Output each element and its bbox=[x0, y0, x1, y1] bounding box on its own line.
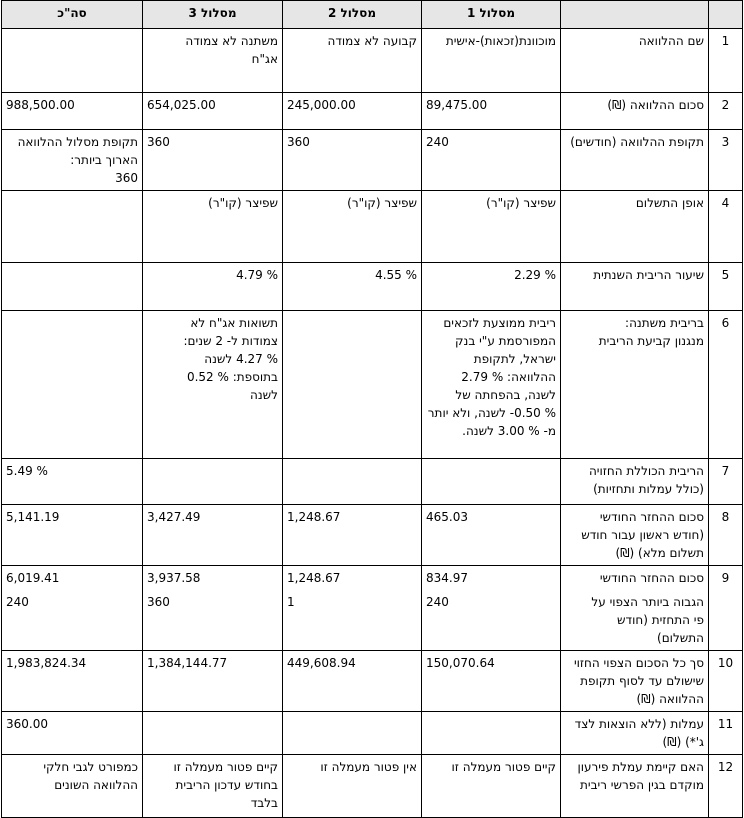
row-label bbox=[561, 459, 709, 505]
total-cell bbox=[2, 130, 143, 191]
cell-text-line: משתנה לא צמודה bbox=[185, 34, 278, 48]
header-row-number bbox=[709, 1, 743, 29]
track-1-cell bbox=[422, 311, 561, 459]
track-2-cell bbox=[283, 311, 422, 459]
table-row bbox=[2, 651, 743, 712]
track-2-cell bbox=[283, 93, 422, 130]
track-3-cell bbox=[143, 712, 283, 755]
row-number: 11 bbox=[709, 712, 743, 755]
cell-text-line: עמלות (ללא הוצאות לצד bbox=[574, 717, 704, 731]
cell-text-line: בריבית משתנה: bbox=[625, 316, 704, 330]
cell-text-line: אין פטור מעמלה זו bbox=[320, 760, 417, 774]
cell-text-line: 3,937.58 bbox=[147, 571, 201, 585]
cell-text-line: 360 bbox=[147, 135, 170, 149]
cell-text-line: 240 bbox=[6, 595, 29, 609]
total-cell bbox=[2, 755, 143, 818]
cell-text-line: ישראל, לתקופת bbox=[473, 352, 556, 366]
cell-text-line: (חודש ראשון עבור חודש bbox=[581, 528, 704, 542]
row-number: 1 bbox=[709, 29, 743, 93]
cell-text-line: 240 bbox=[426, 595, 449, 609]
cell-text-line: % 4.27 לשנה bbox=[204, 352, 278, 366]
cell-text-line: סכום ההחזר החודשי bbox=[599, 571, 704, 585]
track-2-cell bbox=[283, 263, 422, 311]
track-1-cell bbox=[422, 505, 561, 566]
row-label bbox=[561, 311, 709, 459]
cell-text-line: תשלום מלא) (₪) bbox=[615, 546, 704, 560]
cell-text-line: הגבוה ביותר הצפוי על bbox=[591, 595, 704, 609]
cell-text-line: 5,141.19 bbox=[6, 510, 60, 524]
row-number: 4 bbox=[709, 191, 743, 263]
cell-text-line: מוכוונת(זכאות)-אישית bbox=[445, 34, 556, 48]
track-3-cell bbox=[143, 93, 283, 130]
row-label bbox=[561, 93, 709, 130]
table-row bbox=[2, 311, 743, 459]
row-label bbox=[561, 191, 709, 263]
cell-text-line: שישולם עד לסוף תקופת bbox=[580, 674, 704, 688]
track-3-cell bbox=[143, 651, 283, 712]
table-row bbox=[2, 130, 743, 191]
total-cell bbox=[2, 712, 143, 755]
row-label bbox=[561, 755, 709, 818]
table-row bbox=[2, 459, 743, 505]
cell-text-line: מנגנון קביעת הריבית bbox=[598, 334, 704, 348]
cell-text-line: אופן התשלום bbox=[635, 196, 704, 210]
header-track-3: מסלול 3 bbox=[143, 1, 283, 29]
cell-text-line: 360 bbox=[147, 595, 170, 609]
track-2-cell bbox=[283, 130, 422, 191]
row-number: 2 bbox=[709, 93, 743, 130]
cell-text-line: ריבית ממוצעת לזכאים bbox=[443, 316, 556, 330]
cell-text-line: שפיצר (קו"ר) bbox=[208, 196, 278, 210]
cell-text-line: כמפורט לגבי חלקי bbox=[43, 760, 138, 774]
cell-text-line: תשואות אג"ח לא bbox=[190, 316, 278, 330]
table-row bbox=[2, 566, 743, 651]
cell-text-line: התשלום) bbox=[657, 631, 704, 645]
row-label bbox=[561, 29, 709, 93]
cell-text-line: ג'*) (₪) bbox=[662, 735, 704, 749]
cell-text-line: 465.03 bbox=[426, 510, 468, 524]
cell-text-line: המפורסמת ע"י בנק bbox=[455, 334, 556, 348]
cell-text-line: בתוספת: % 0.52 bbox=[186, 370, 278, 384]
cell-text-line: 360.00 bbox=[6, 717, 48, 731]
total-cell bbox=[2, 566, 143, 651]
track-1-cell bbox=[422, 755, 561, 818]
loan-tracks-table bbox=[1, 0, 743, 818]
row-label bbox=[561, 651, 709, 712]
track-3-cell bbox=[143, 29, 283, 93]
track-1-cell bbox=[422, 651, 561, 712]
cell-text-line: לשנה bbox=[250, 388, 278, 402]
row-number: 9 bbox=[709, 566, 743, 651]
track-1-cell bbox=[422, 566, 561, 651]
cell-text-line: % 0.50- לשנה, ולא יותר bbox=[427, 406, 556, 420]
cell-text-line: 245,000.00 bbox=[287, 98, 356, 112]
cell-text-line: קבועה לא צמודה bbox=[327, 34, 417, 48]
table-row bbox=[2, 755, 743, 818]
cell-text-line: ההלוואה (₪) bbox=[636, 692, 704, 706]
header-track-1: מסלול 1 bbox=[422, 1, 561, 29]
cell-text-line: בחודש עדכון הריבית bbox=[175, 778, 278, 792]
cell-text-line: שפיצר (קו"ר) bbox=[486, 196, 556, 210]
track-3-cell bbox=[143, 130, 283, 191]
cell-text-line: 3,427.49 bbox=[147, 510, 201, 524]
cell-text-line: 6,019.41 bbox=[6, 571, 60, 585]
track-3-cell bbox=[143, 505, 283, 566]
table-header-row bbox=[2, 1, 743, 29]
table-row bbox=[2, 93, 743, 130]
cell-text-line: % 2.29 bbox=[514, 268, 556, 282]
total-cell bbox=[2, 191, 143, 263]
track-2-cell bbox=[283, 29, 422, 93]
total-cell bbox=[2, 505, 143, 566]
cell-text-line: 240 bbox=[426, 135, 449, 149]
track-3-cell bbox=[143, 566, 283, 651]
cell-text-line: סכום ההלוואה (₪) bbox=[607, 98, 704, 112]
cell-text-line: תקופת מסלול ההלוואה bbox=[17, 135, 138, 149]
track-3-cell bbox=[143, 263, 283, 311]
cell-text-line: (כולל עמלות ותחזיות) bbox=[593, 482, 704, 496]
cell-text-line: בלבד bbox=[250, 796, 278, 810]
row-label bbox=[561, 505, 709, 566]
cell-text-line: 89,475.00 bbox=[426, 98, 488, 112]
cell-text-line: הריבית הכוללת החזויה bbox=[588, 464, 704, 478]
total-cell bbox=[2, 93, 143, 130]
cell-text-line: % 4.55 bbox=[375, 268, 417, 282]
track-1-cell bbox=[422, 93, 561, 130]
cell-text-line: קיים פטור מעמלה זו bbox=[451, 760, 556, 774]
row-label bbox=[561, 712, 709, 755]
track-2-cell bbox=[283, 651, 422, 712]
track-2-cell bbox=[283, 459, 422, 505]
row-number: 10 bbox=[709, 651, 743, 712]
cell-text-line: 654,025.00 bbox=[147, 98, 216, 112]
track-2-cell bbox=[283, 566, 422, 651]
track-1-cell bbox=[422, 263, 561, 311]
track-1-cell bbox=[422, 130, 561, 191]
cell-text-line: קיים פטור מעמלה זו bbox=[173, 760, 278, 774]
cell-text-line: שם ההלוואה bbox=[638, 34, 704, 48]
cell-text-line: ההלוואה השונים bbox=[54, 778, 138, 792]
track-3-cell bbox=[143, 311, 283, 459]
cell-text-line: האם קיימת עמלת פירעון bbox=[577, 760, 704, 774]
track-1-cell bbox=[422, 712, 561, 755]
cell-text-line: 1 bbox=[287, 595, 295, 609]
row-label bbox=[561, 263, 709, 311]
header-total: סה"כ bbox=[2, 1, 143, 29]
table-row bbox=[2, 712, 743, 755]
cell-text-line: 988,500.00 bbox=[6, 98, 75, 112]
cell-text-line: 1,248.67 bbox=[287, 571, 341, 585]
track-1-cell bbox=[422, 29, 561, 93]
cell-text-line: סך כל הסכום הצפוי החזוי bbox=[573, 656, 704, 670]
row-number: 8 bbox=[709, 505, 743, 566]
track-1-cell bbox=[422, 459, 561, 505]
row-number: 5 bbox=[709, 263, 743, 311]
cell-text-line: 360 bbox=[287, 135, 310, 149]
cell-text-line: פי התחזית (חודש bbox=[617, 613, 704, 627]
track-2-cell bbox=[283, 712, 422, 755]
track-2-cell bbox=[283, 505, 422, 566]
row-number: 3 bbox=[709, 130, 743, 191]
cell-text-line: 360 bbox=[115, 171, 138, 185]
cell-text-line: מ- % 3.00 לשנה. bbox=[462, 424, 556, 438]
header-track-2: מסלול 2 bbox=[283, 1, 422, 29]
cell-text-line: 834.97 bbox=[426, 571, 468, 585]
cell-text-line: שיעור הריבית השנתית bbox=[593, 268, 704, 282]
cell-text-line: 1,384,144.77 bbox=[147, 656, 228, 670]
total-cell bbox=[2, 459, 143, 505]
track-2-cell bbox=[283, 755, 422, 818]
table-row bbox=[2, 29, 743, 93]
cell-text-line: ההלוואה: % 2.79 bbox=[461, 370, 556, 384]
cell-text-line: צמודות ל- 2 שנים: bbox=[183, 334, 278, 348]
cell-text-line: לשנה, בהפחתה של bbox=[455, 388, 556, 402]
track-3-cell bbox=[143, 191, 283, 263]
total-cell bbox=[2, 651, 143, 712]
table-row bbox=[2, 191, 743, 263]
cell-text-line: % 4.79 bbox=[236, 268, 278, 282]
row-number: 7 bbox=[709, 459, 743, 505]
cell-text-line: 1,983,824.34 bbox=[6, 656, 87, 670]
track-1-cell bbox=[422, 191, 561, 263]
cell-text-line: % 5.49 bbox=[6, 464, 48, 478]
cell-text-line: 150,070.64 bbox=[426, 656, 495, 670]
cell-text-line: סכום ההחזר החודשי bbox=[599, 510, 704, 524]
total-cell bbox=[2, 263, 143, 311]
table-row bbox=[2, 505, 743, 566]
row-number: 12 bbox=[709, 755, 743, 818]
row-label bbox=[561, 566, 709, 651]
cell-text-line: 449,608.94 bbox=[287, 656, 356, 670]
track-3-cell bbox=[143, 459, 283, 505]
cell-text-line: תקופת ההלוואה (חודשים) bbox=[570, 135, 704, 149]
cell-text-line: שפיצר (קו"ר) bbox=[347, 196, 417, 210]
row-label bbox=[561, 130, 709, 191]
header-item-name bbox=[561, 1, 709, 29]
cell-text-line: 1,248.67 bbox=[287, 510, 341, 524]
table-row bbox=[2, 263, 743, 311]
total-cell bbox=[2, 311, 143, 459]
track-2-cell bbox=[283, 191, 422, 263]
cell-text-line: הארוך ביותר: bbox=[70, 153, 138, 167]
row-number: 6 bbox=[709, 311, 743, 459]
track-3-cell bbox=[143, 755, 283, 818]
cell-text-line: אג"ח bbox=[251, 52, 278, 66]
cell-text-line: מוקדם בגין הפרשי ריבית bbox=[580, 778, 704, 792]
total-cell bbox=[2, 29, 143, 93]
